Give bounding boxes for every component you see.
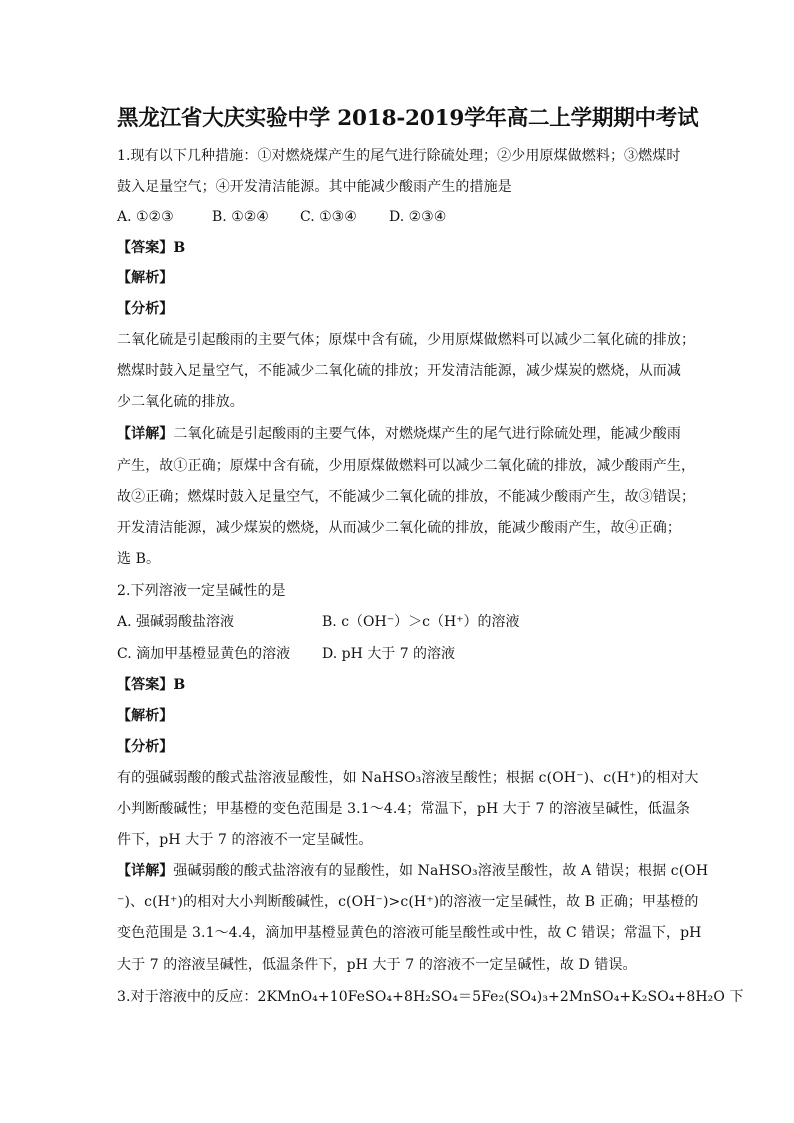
q2-detail-label: 【详解】 — [117, 863, 174, 879]
q1-option-c: C. ①③④ — [300, 209, 357, 225]
q2-analysis-label: 【解析】 — [117, 708, 174, 724]
q1-detail-label: 【详解】 — [117, 426, 174, 442]
q1-answer: 【答案】B — [117, 240, 186, 256]
q1-option-a: A. ①②③ — [117, 209, 174, 225]
q1-fenxi-label: 【分析】 — [117, 301, 174, 317]
q2-fenxi-line-3: 件下，pH 大于 7 的溶液不一定呈碱性。 — [117, 832, 373, 848]
q2-answer: 【答案】B — [117, 677, 186, 693]
q3-stem: 3.对于溶液中的反应：2KMnO₄+10FeSO₄+8H₂SO₄＝5Fe₂(SO₄)₃+2MnSO₄+K₂SO₄+8H₂O 下 — [117, 989, 744, 1005]
q1-option-b: B. ①②④ — [212, 209, 269, 225]
q2-option-d: D. pH 大于 7 的溶液 — [322, 646, 456, 662]
q2-detail-text-1: 强碱弱酸的酸式盐溶液有的显酸性，如 NaHSO₃溶液呈酸性，故 A 错误；根据 c(OH — [173, 863, 709, 879]
q1-fenxi-line-1: 二氧化硫是引起酸雨的主要气体；原煤中含有硫，少用原煤做燃料可以减少二氧化硫的排放； — [117, 332, 696, 348]
q1-detail-line-2: 产生，故①正确；原煤中含有硫，少用原煤做燃料可以减少二氧化硫的排放，减少酸雨产生， — [117, 458, 696, 474]
q1-option-d: D. ②③④ — [389, 209, 447, 225]
q1-detail-line-4: 开发清洁能源，减少煤炭的燃烧，从而减少二氧化硫的排放，能减少酸雨产生，故④正确； — [117, 520, 681, 536]
q2-option-b: B. c（OH⁻）＞c（H⁺）的溶液 — [322, 614, 520, 630]
q2-detail-line-2: ⁻)、c(H⁺)的相对大小判断酸碱性，c(OH⁻)>c(H⁺)的溶液一定呈碱性，故 B 正确；甲基橙的 — [117, 894, 699, 910]
q1-detail-text-1: 二氧化硫是引起酸雨的主要气体，对燃烧煤产生的尾气进行除硫处理，能减少酸雨 — [173, 426, 682, 442]
q2-option-c: C. 滴加甲基橙显黄色的溶液 — [117, 646, 291, 662]
q1-detail-line-3: 故②正确；燃煤时鼓入足量空气，不能减少二氧化硫的排放，不能减少酸雨产生，故③错误； — [117, 489, 696, 505]
q1-detail-line-1 — [117, 424, 682, 444]
q2-detail-line-4: 大于 7 的溶液呈碱性，低温条件下，pH 大于 7 的溶液不一定呈碱性，故 D 错误。 — [117, 957, 637, 973]
q1-stem-line-1: 1.现有以下几种措施：①对燃烧煤产生的尾气进行除硫处理；②少用原煤做燃料；③燃煤时 — [117, 148, 681, 164]
q2-fenxi-label: 【分析】 — [117, 739, 174, 755]
document-title: 黑龙江省大庆实验中学 2018-2019学年高二上学期期中考试 — [117, 106, 699, 131]
q2-detail-line-1 — [117, 861, 709, 881]
q2-option-a: A. 强碱弱酸盐溶液 — [117, 614, 235, 630]
q1-stem-line-2: 鼓入足量空气；④开发清洁能源。其中能减少酸雨产生的措施是 — [117, 179, 512, 195]
q2-fenxi-line-1: 有的强碱弱酸的酸式盐溶液显酸性，如 NaHSO₃溶液呈酸性；根据 c(OH⁻)、c(H⁺)的相对大 — [117, 770, 699, 786]
q1-fenxi-line-3: 少二氧化硫的排放。 — [117, 394, 244, 410]
q2-stem: 2.下列溶液一定呈碱性的是 — [117, 583, 286, 599]
q1-detail-line-5: 选 B。 — [117, 551, 161, 567]
q1-fenxi-line-2: 燃煤时鼓入足量空气，不能减少二氧化硫的排放；开发清洁能源，减少煤炭的燃烧，从而减 — [117, 363, 681, 379]
q2-detail-line-3: 变色范围是 3.1～4.4，滴加甲基橙显黄色的溶液可能呈酸性或中性，故 C 错误；常温下，pH — [117, 925, 702, 941]
q1-analysis-label: 【解析】 — [117, 270, 174, 286]
q2-fenxi-line-2: 小判断酸碱性；甲基橙的变色范围是 3.1～4.4；常温下，pH 大于 7 的溶液呈碱性，低温条 — [117, 801, 691, 817]
